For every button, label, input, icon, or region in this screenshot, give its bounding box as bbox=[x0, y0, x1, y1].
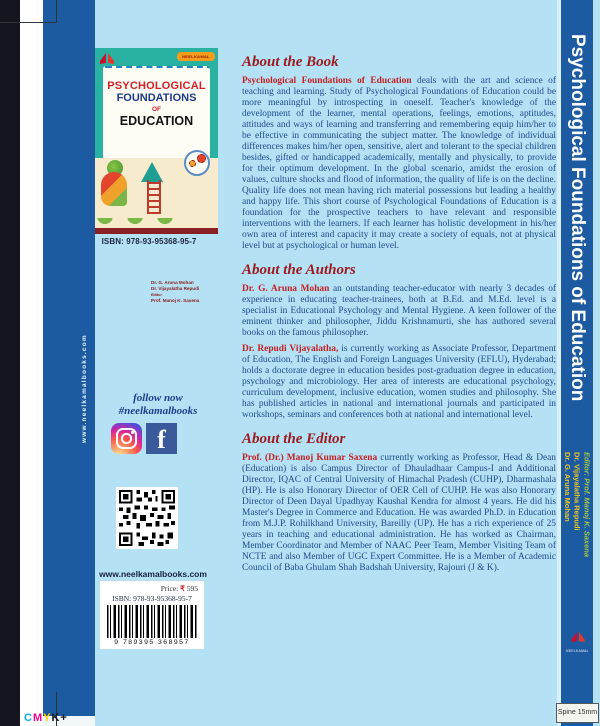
neelkamal-logo-icon bbox=[570, 630, 586, 643]
author1-lead: Dr. G. Aruna Mohan bbox=[242, 284, 330, 294]
spine-authors bbox=[562, 452, 591, 632]
cover-bottom-strip bbox=[95, 228, 218, 234]
bleed-strip-white bbox=[20, 0, 43, 726]
cover-editor-name: Prof. Manoj K. Saxena bbox=[151, 298, 200, 303]
cover-editor-label: Editor bbox=[151, 293, 162, 297]
barcode-isbn: ISBN: 978-93-95368-95-7 bbox=[112, 594, 192, 603]
ladder-illustration bbox=[147, 180, 161, 214]
follow-line1: follow now bbox=[133, 392, 183, 404]
follow-line2: #neelkamalbooks bbox=[118, 405, 198, 417]
isbn-caption: ISBN: 978-93-95368-95-7 bbox=[101, 237, 197, 246]
head-illustration bbox=[101, 172, 127, 206]
cover-title-line4: EDUCATION bbox=[119, 114, 194, 128]
about-book-lead: Psychological Foundations of Education bbox=[242, 76, 412, 86]
website-text: www.neelkamalbooks.com bbox=[99, 569, 207, 579]
gear-icon bbox=[189, 160, 196, 167]
spine-editor: Editor: Prof. Manoj K. Saxena bbox=[582, 452, 592, 558]
barcode-digits: 9 789395 368957 bbox=[114, 639, 190, 646]
spine-author1: Dr. G. Aruna Mohan bbox=[562, 452, 572, 522]
about-editor-heading: About the Editor bbox=[242, 431, 346, 447]
author1-paragraph: Dr. G. Aruna Mohan an outstanding teacher-educator with nearly 3 decades of experience in educating teacher-trainees, both at B.Ed. and M.Ed. level is a specialist in Educational Psychology and Mental Hygiene. A keen follower of the eminent thinker and philosopher, Jiddu Krishnamurti, she has authored several books on the famous philosopher. bbox=[242, 284, 557, 338]
trim-mark-top-vertical bbox=[56, 0, 57, 23]
cover-title-line2: FOUNDATIONS bbox=[116, 92, 197, 104]
ean-barcode bbox=[107, 605, 197, 638]
qr-code[interactable] bbox=[116, 487, 178, 549]
barcode-panel bbox=[100, 581, 204, 649]
trim-mark-top bbox=[0, 22, 57, 23]
follow-block bbox=[104, 392, 212, 418]
about-book-paragraph: Psychological Foundations of Education deals with the art and science of teaching and learning. Study of Psychological Foundations of Education could be more meaningful by introspecting in oneself. Teacher's knowledge of the development of the learner, mental operations, feelings, emotions, aptitudes, attitudes and ways of learning and transferring and remembering equip him/her to be effective in communicating the subject matter. The knowledge of individual differences makes him/her open, sensitive, alert and tolerant to the special children besides, gifted or handicapped academically, mentally and physically, to provide for their optimum development. In the global scenario, amidst the erosion of values, culture shocks and flood of information, the quality of life is on the decline. Quality life does not mean having rich material possessions but leading a healthy and happy life. This short course of Psychological Foundations of Education is a foundation for the prospective teachers to have relevant and responsible interventions with the learners. If each learner has holistic development in his/her own area of interest and capacity it may create a society of equals, not at physical level but at psychological or human level. bbox=[242, 76, 556, 251]
back-cover-text bbox=[242, 54, 556, 579]
gear-icon bbox=[197, 154, 206, 163]
spine-size-note: Spine 15mm bbox=[556, 703, 599, 723]
author2-paragraph: Dr. Repudi Vijayalatha, is currently working as Associate Professor, Department of Education, The English and Foreign Languages University (EFLU), Hyderabad; holds a doctorate degree in education besides post-graduation degree in education, psychology and microbiology. Her area of interests are educational psychology, curriculum development, inclusive education, women studies and philosophy. She has published articles in national and international journals and participated in workshops, seminars and conferences both at national and international level. bbox=[242, 344, 556, 420]
instagram-icon[interactable] bbox=[111, 423, 142, 454]
cover-author1: Dr. G. Aruna Mohan bbox=[151, 280, 194, 285]
rupee-icon: ₹ bbox=[180, 584, 185, 593]
spine-brand-name: NEELKAMAL bbox=[566, 649, 589, 653]
facebook-icon[interactable]: f bbox=[146, 423, 177, 454]
gear-head-illustration bbox=[184, 150, 210, 176]
spine-title: Psychological Foundations of Education bbox=[567, 34, 588, 402]
neelkamal-logo-icon bbox=[99, 51, 115, 65]
cmyk-registration-mark: CMYK+ bbox=[24, 712, 68, 724]
editor-lead: Prof. (Dr.) Manoj Kumar Saxena bbox=[242, 453, 378, 463]
cover-title-line3: OF bbox=[151, 106, 162, 113]
cover-title-line1: PSYCHOLOGICAL bbox=[107, 80, 206, 92]
cover-title-panel bbox=[103, 66, 210, 160]
neelkamal-badge: NEELKAMAL bbox=[177, 52, 215, 61]
cover-author-block bbox=[151, 280, 215, 304]
price-label: Price: ₹ 595 bbox=[160, 584, 198, 593]
about-authors-heading: About the Authors bbox=[242, 262, 356, 278]
wave-decoration bbox=[95, 218, 218, 228]
spine-brand-block bbox=[565, 630, 590, 653]
author2-lead: Dr. Repudi Vijayalatha, bbox=[242, 344, 339, 354]
website-vertical-text: www.neelkamalbooks.com bbox=[81, 334, 88, 443]
spine-author2: Dr. Vijayalatha Repudi bbox=[572, 452, 582, 531]
about-book-heading: About the Book bbox=[242, 54, 339, 70]
cover-author2: Dr. Vijayalatha Repudi bbox=[151, 286, 200, 291]
editor-paragraph: Prof. (Dr.) Manoj Kumar Saxena currently working as Professor, Head & Dean (Education) is also Campus Director of Dhauladhaar Campus-I and Additional Director, IQAC of Central University of Himachal Pradesh (CUHP), Dharmashala (HP). He is also Honorary Director of OER Cell of CUHP. He was also Honorary Director of Deen Dayal Upadhyay Kaushal Kendra for almost 4 years. He did his Master's Degree in Commerce and Education. He was awarded Ph.D. in Education from M.J.P. Rohilkhand University, Bareilly (UP). He has a rich experience of 25 years in teaching and educational administration. He has worked as Chairman, Member Coordinator and Member of NAAC Peer Team, Member Visiting Team of NCTE and also Member of UGC Expert Committee. He is a Member of Academic Council of Baba Ghulam Shah Badshah University, Rajouri (J & K). bbox=[242, 453, 556, 573]
bleed-strip-black bbox=[0, 0, 20, 726]
arrow-illustration bbox=[141, 162, 163, 182]
